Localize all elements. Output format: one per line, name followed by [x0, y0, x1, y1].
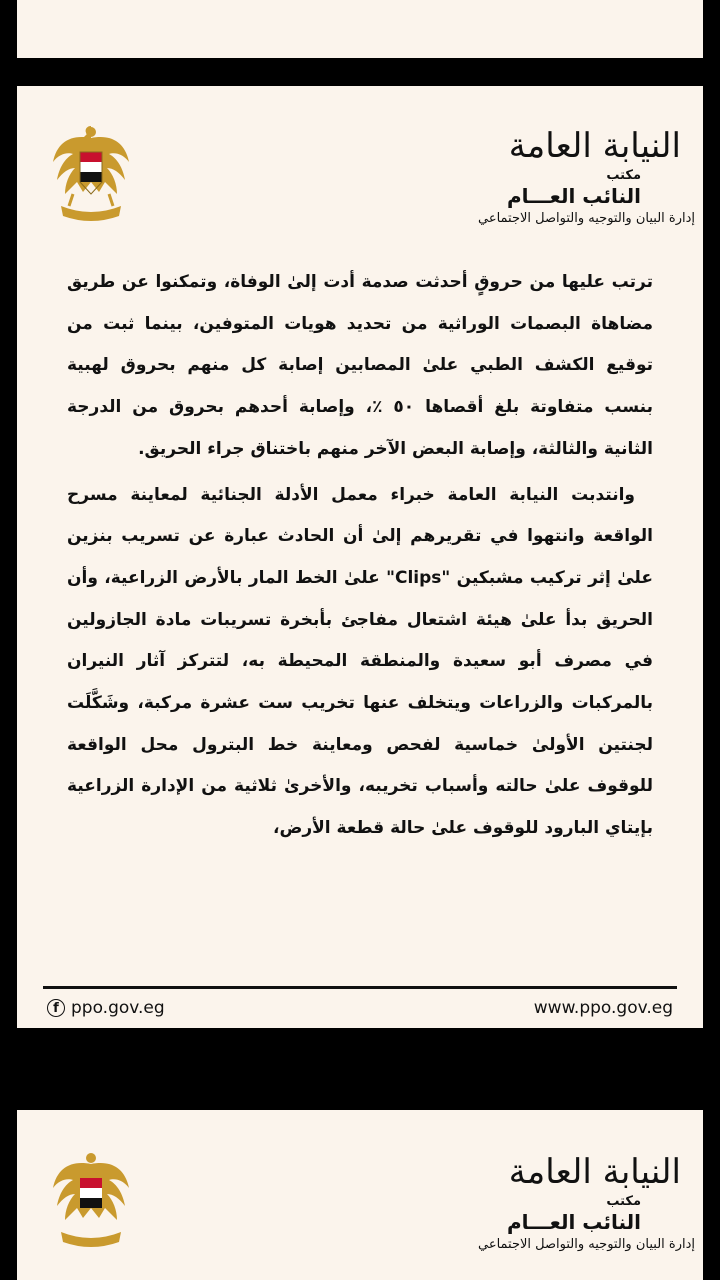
facebook-link[interactable] [47, 998, 165, 1018]
statement-body [67, 262, 653, 850]
previous-page-fragment [17, 0, 703, 58]
agency-logo-text: النيابة العامة [508, 126, 681, 166]
footer-divider [43, 986, 677, 989]
department-name: إدارة البيان والتوجيه والتواصل الاجتماعي [477, 1237, 695, 1252]
website-link[interactable]: www.ppo.gov.eg [533, 998, 673, 1018]
department-name: إدارة البيان والتوجيه والتواصل الاجتماعي [477, 211, 695, 226]
prosecutor-title: النائب العـــام [506, 184, 641, 208]
next-page-fragment [17, 1110, 703, 1280]
office-label: مكتب [606, 168, 641, 183]
letterhead [261, 1150, 695, 1255]
facebook-icon: f [47, 999, 65, 1017]
prosecutor-title: النائب العـــام [506, 1210, 641, 1234]
agency-logo-text: النيابة العامة [508, 1152, 681, 1192]
paragraph-2: وانتدبت النيابة العامة خبراء معمل الأدلة الجنائية لمعاينة مسرح الواقعة وانتهوا في تقريرهم إلىٰ أن الحادث عبارة عن تسريب بنزين علىٰ إثر تركيب مشبكين "Clips" علىٰ الخط المار بالأرض الزراعية، وأن الحريق بدأ علىٰ هيئة اشتعال مفاجئ بأبخرة تسريبات مادة الجازولين في مصرف أبو سعيدة والمنطقة المحيطة به، لتتركز آثار النيران بالمركبات والزراعات ويتخلف عنها تخريب ست عشرة مركبة، وشَكَّلَت لجنتين الأولىٰ خماسية لفحص ومعاينة خط البترول محل الواقعة للوقوف علىٰ حالته وأسباب تخريبه، والأخرىٰ ثلاثية من الإدارة الزراعية بإيتاي البارود للوقوف علىٰ حالة قطعة الأرض، [67, 484, 653, 839]
eagle-emblem-icon [51, 122, 131, 228]
letterhead [261, 124, 695, 229]
document-page [17, 86, 703, 1028]
office-label: مكتب [606, 1194, 641, 1209]
eagle-emblem-icon [51, 1148, 131, 1254]
paragraph-1: ترتب عليها من حروقٍ أحدثت صدمة أدت إلىٰ الوفاة، وتمكنوا عن طريق مضاهاة البصمات الوراثية من تحديد هويات المتوفين، بينما ثبت من توقيع الكشف الطبي علىٰ المصابين إصابة كل منهم بحروق لهبية بنسب متفاوتة بلغ أقصاها ٥٠ ٪، وإصابة أحدهم بحروق من الدرجة الثانية والثالثة، وإصابة البعض الآخر منهم باختناق جراء الحريق. [67, 272, 654, 459]
facebook-handle: ppo.gov.eg [71, 998, 165, 1018]
